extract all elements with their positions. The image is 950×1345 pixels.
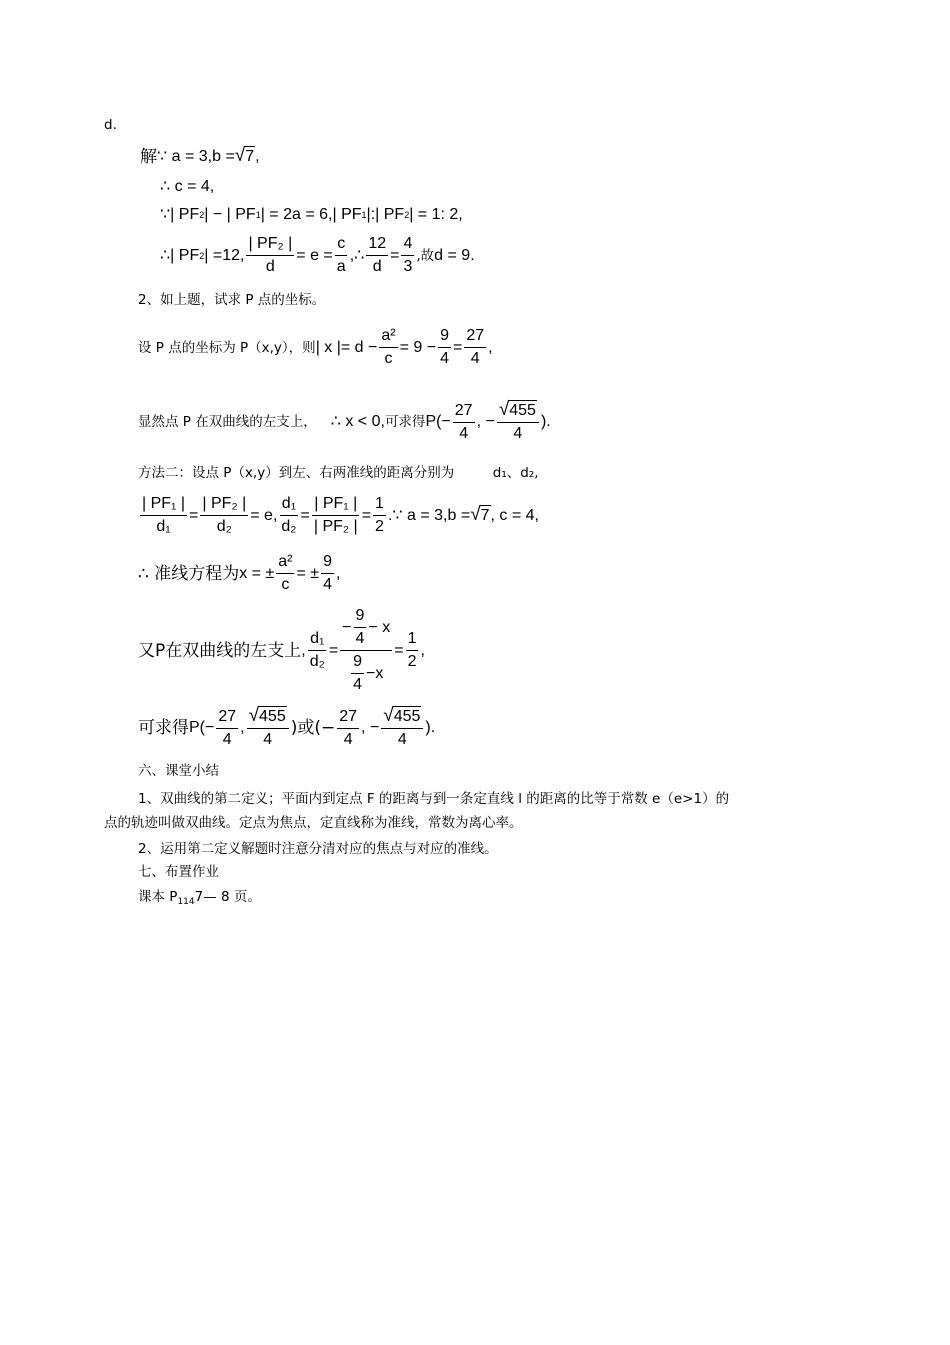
text: , [301, 641, 306, 659]
text: )或(− [290, 718, 336, 738]
text: 可求得 [138, 718, 189, 738]
text: , [240, 719, 245, 736]
text: ∴ x < 0, [330, 413, 385, 430]
text: , − [476, 413, 495, 430]
fraction: √ 455 4 [497, 400, 539, 444]
sqrt: √ 7 [470, 504, 490, 525]
summary-item-1 [138, 790, 729, 808]
text: x = ± [239, 564, 275, 582]
summary-item-1-cont [104, 814, 523, 832]
text: = 9 − [399, 338, 437, 356]
text: , [488, 338, 493, 356]
text: = e, [250, 506, 278, 524]
section-homework-heading [138, 863, 219, 881]
fraction: $\frac{1}{2}$ [375, 495, 384, 535]
text: ). [540, 413, 551, 430]
fraction: $\frac{c}{a}$ [336, 235, 346, 275]
fraction: $\frac{\text{| PF₂ |}}{\text{d₂}}$ [202, 495, 247, 535]
left-branch-ratio-line [138, 606, 425, 695]
text: | = 2a = 6,| PF [260, 206, 362, 223]
directrix-line [138, 552, 340, 595]
solution-line-4: ∴| PF 2 | =12, $\frac{\text{| PF₂ |}}{d}$ = e = $\frac{c}{a}$ ,∴ $\frac{12}{d}$ = $\frac{4}{3}$ ,故 d = 9. [160, 235, 475, 275]
ratio-line [138, 494, 539, 537]
text: ∴ 准线方程为 [138, 563, 240, 584]
fraction: √ 455 4 [247, 706, 289, 750]
text: 显然点 P 在双曲线的左支上， [138, 414, 317, 430]
fraction: $\frac{\text{a²}}{c}$ [278, 553, 293, 593]
text: = e = [296, 246, 333, 264]
fraction: $\frac{\text{| PF₁ |}}{\text{d₁}}$ [142, 495, 186, 535]
fraction: $\frac{12}{d}$ [368, 235, 387, 275]
text: | = 1: 2, [409, 206, 463, 223]
text: 又P在双曲线的左支上 [138, 640, 302, 661]
fraction: $\frac{9}{4}$ [440, 327, 449, 367]
text: ∴| PF [160, 246, 200, 264]
text: = [453, 338, 463, 356]
fraction: $\frac{\text{d₁}}{\text{d₂}}$ [309, 630, 325, 670]
text: .∵ a = 3,b = [387, 506, 471, 524]
text: , [335, 564, 341, 582]
fraction: $\frac{\text{| PF₁ |}}{\text{| PF₂ |}}$ [313, 495, 358, 535]
text: P(− [425, 413, 451, 430]
text: ,∴ [349, 246, 365, 264]
text: 方法二：设点 P（x,y）到左、右两准线的距离分别为 [138, 465, 455, 481]
left-branch-line [138, 400, 551, 444]
text: 课本 P [138, 889, 178, 905]
fraction: $\frac{\text{a²}}{c}$ [381, 327, 396, 367]
text: d. [104, 117, 117, 133]
fraction: $\frac{9}{4}$ [323, 553, 332, 593]
text: 7— 8 页。 [194, 889, 261, 905]
text: , − [361, 719, 380, 736]
text: 点的轨迹叫做双曲线。定点为焦点，定直线称为准线，常数为离心率。 [104, 815, 523, 831]
fraction: $\frac{27}{4}$ [466, 327, 485, 367]
text: |:| PF [366, 206, 405, 223]
fraction: $\frac{27}{4}$ [454, 401, 473, 442]
text: d = 9. [434, 246, 475, 264]
text: 2、如上题，试求 P 点的坐标。 [138, 292, 326, 308]
text: 解 [140, 146, 157, 167]
summary-item-2 [138, 840, 498, 858]
text: P(− [189, 719, 215, 736]
homework-line [138, 888, 261, 911]
solution-line-1 [140, 146, 260, 167]
fraction: $\frac{27}{4}$ [218, 707, 237, 748]
solution-line-3: ∵| PF 2 | − | PF 1 | = 2a = 6,| PF 1 |:| PF 2 | = 1: 2, [160, 206, 463, 223]
fraction: $\frac{1}{2}$ [407, 630, 417, 670]
text: ∵| PF [160, 206, 200, 223]
text: = [390, 246, 400, 264]
section-summary-heading [138, 762, 219, 780]
result-line [138, 706, 435, 750]
text: | − | PF [204, 206, 256, 223]
text: , [420, 641, 425, 659]
text: , c = 4, [490, 506, 539, 524]
text: ∴ c = 4, [160, 178, 215, 195]
fraction: $\frac{\text{| PF₂ |}}{d}$ [248, 235, 293, 275]
text: ∵ a = 3,b = [157, 147, 235, 165]
text: | =12, [204, 246, 245, 264]
text: | x |= d − [315, 338, 378, 356]
text: 可求得 [384, 414, 426, 430]
compound-fraction: − $\frac{9}{4}$ − x $\frac{9}{4}$ −x [342, 607, 391, 693]
solution-line-2 [160, 178, 214, 196]
coordinate-line [138, 326, 493, 369]
question-2 [138, 291, 325, 309]
text: d₁、d₂, [492, 465, 539, 481]
text: ,故 [416, 247, 435, 264]
subscript: 114 [177, 897, 195, 907]
text: = [189, 506, 199, 524]
text: 七、布置作业 [138, 864, 219, 880]
text: 设 P 点的坐标为 P（x,y），则 [138, 339, 316, 356]
fraction: $\frac{27}{4}$ [339, 707, 358, 748]
method-two-line [138, 464, 539, 482]
line-d-label [104, 116, 117, 134]
text: = [300, 506, 310, 524]
fraction: $\frac{4}{3}$ [403, 235, 413, 275]
text: = [394, 641, 404, 659]
text: ). [425, 719, 436, 736]
text: 2、运用第二定义解题时注意分清对应的焦点与对应的准线。 [138, 841, 498, 857]
text: = ± [296, 564, 320, 582]
fraction: √ 455 4 [381, 706, 423, 750]
text: , [255, 147, 260, 165]
text: 六、课堂小结 [138, 763, 219, 779]
sqrt: √ 7 [234, 145, 255, 166]
text: 1、双曲线的第二定义；平面内到定点 F 的距离与到一条定直线 l 的距离的比等于常数 e（e>1）的 [138, 791, 730, 807]
fraction: $\frac{\text{d₁}}{\text{d₂}}$ [281, 495, 297, 535]
text: = [328, 641, 339, 659]
text: = [361, 506, 372, 524]
